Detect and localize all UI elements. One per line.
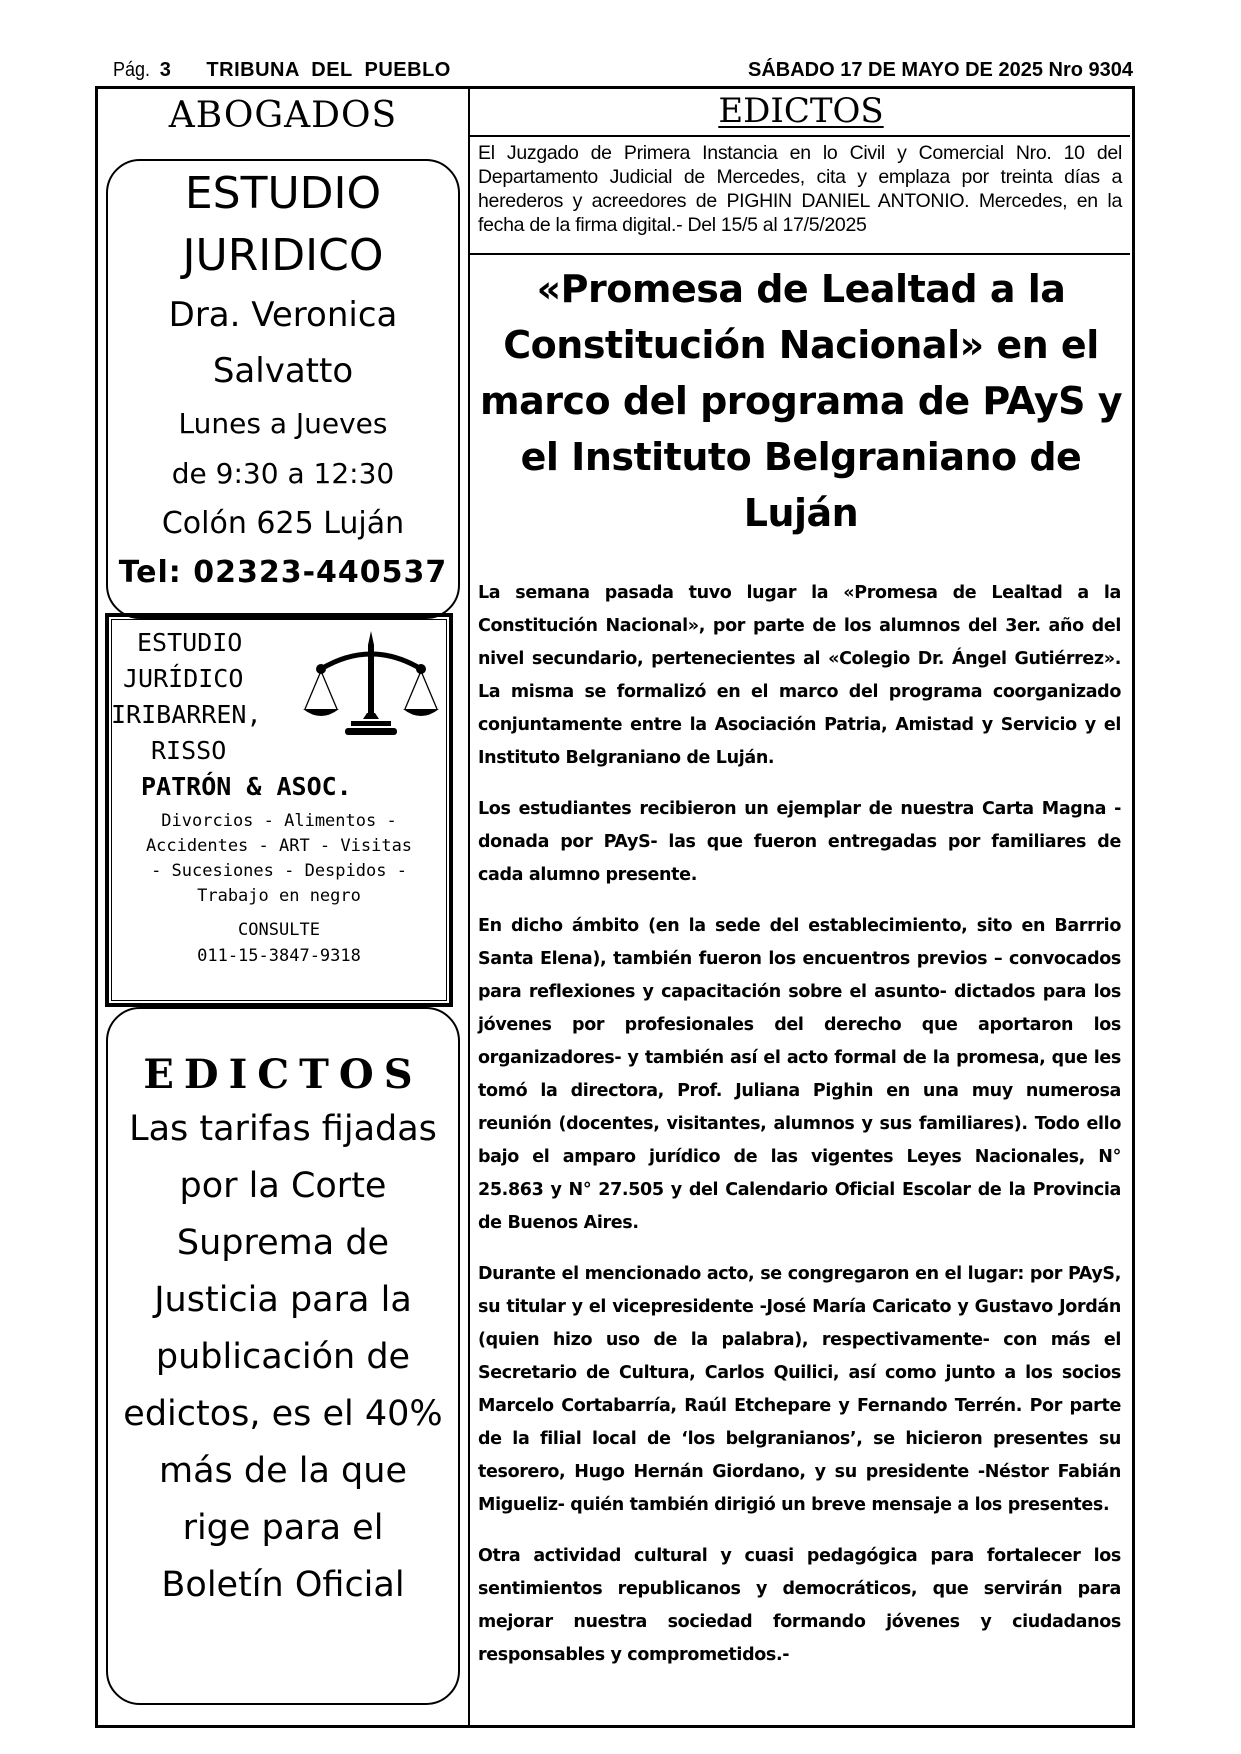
ad-edictos-tarifas xyxy=(106,1007,460,1705)
ad-name-line: RISSO xyxy=(151,736,227,765)
header-left xyxy=(113,56,451,84)
edictos-section-title xyxy=(470,89,1132,135)
service-line: - Sucesiones - Despidos - xyxy=(151,861,407,881)
article-paragraph: Los estudiantes recibieron un ejemplar de nuestra Carta Magna - donada por PAyS- las que fueron entregadas por familiares de cada alumno presente. xyxy=(478,799,1121,885)
ad-name-line: JURÍDICO xyxy=(123,664,244,693)
consult-block xyxy=(109,917,449,969)
ad-phone: Tel: 02323-440537 xyxy=(118,555,448,590)
ad-line: de 9:30 a 12:30 xyxy=(171,457,395,490)
ad-line: Lunes a Jueves xyxy=(178,407,388,440)
article-paragraph: En dicho ámbito (en la sede del establecimiento, sito en Barrrio Santa Elena), también fueron los encuentros previos – convocados para reflexiones y capacitación sobre el asunto- dictados para los jóvenes por profesionales del derecho que aportaron los organizadores- y también así el acto formal de la promesa, que les tomó la directora, Prof. Juliana Pighin en una muy numerosa reunión (docentes, visitantes, alumnos y sus familiares). Todo ello bajo el amparo jurídico de las vigentes Leyes Nacionales, N° 25.863 y N° 27.505 y del Calendario Oficial Escolar de la Provincia de Buenos Aires. xyxy=(478,916,1121,1233)
service-line: Divorcios - Alimentos - xyxy=(161,811,397,831)
scales-of-justice-icon xyxy=(301,627,441,747)
issue-date: SÁBADO 17 DE MAYO DE 2025 Nro 9304 xyxy=(748,59,1133,81)
ad-line: ESTUDIO xyxy=(184,168,382,219)
edict-notice xyxy=(470,135,1130,255)
article-headline: «Promesa de Lealtad a la Constitución Nacional» en el marco del programa de PAyS y el Instituto Belgraniano de Luján xyxy=(480,267,1122,535)
ad-name-line: IRIBARREN, xyxy=(111,700,262,729)
ad-line: JURIDICO xyxy=(182,230,384,281)
ad-salvatto xyxy=(106,159,460,619)
service-line: Trabajo en negro xyxy=(197,886,361,906)
abogados-section-title: ABOGADOS xyxy=(168,95,398,136)
ad-name-line: PATRÓN & ASOC. xyxy=(141,772,352,801)
page-header xyxy=(113,56,1133,84)
article-paragraph: Otra actividad cultural y cuasi pedagógica para fortalecer los sentimientos republicanos y democráticos, que servirán para mejorar nuestra sociedad formando jóvenes y ciudadanos responsables y comprometidos.- xyxy=(478,1546,1121,1665)
ad-name-line: ESTUDIO xyxy=(137,628,243,657)
article-body xyxy=(478,577,1121,1690)
page-frame xyxy=(95,86,1135,1728)
edictos-tarifas-text: Las tarifas fijadas por la Corte Suprema de Justicia para la publicación de edictos, es el 40% más de la que rige para el Boletín Oficial xyxy=(123,1109,443,1605)
ad-line: Salvatto xyxy=(212,351,354,391)
edictos-logo: EDICTOS xyxy=(143,1051,423,1098)
page-number: 3 xyxy=(159,59,171,81)
right-column xyxy=(470,89,1132,1725)
left-column xyxy=(98,89,468,1725)
edictos-title-text: EDICTOS xyxy=(718,91,884,131)
consult-label: CONSULTE xyxy=(238,920,320,940)
ad-line: Dra. Veronica xyxy=(168,295,398,335)
page-label: Pág. xyxy=(113,59,151,81)
article-paragraph: Durante el mencionado acto, se congregaron en el lugar: por PAyS, su titular y el vicepresidente -José María Caricato y Gustavo Jordán (quien hizo uso de la palabra), respectivamente- con más el Secretario de Cultura, Carlos Quilici, así como junto a los socios Marcelo Cortabarría, Raúl Etchepare y Fernando Terrén. Por parte de la filial local de ‘los belgranianos’, se hicieron presentes su tesorero, Hugo Hernán Giordano, y su presidente -Néstor Fabián Migueliz- quién también dirigió un breve mensaje a los presentes. xyxy=(478,1264,1121,1515)
ad-address: Colón 625 Luján xyxy=(161,506,405,541)
service-line: Accidentes - ART - Visitas xyxy=(145,836,413,856)
ad-iribarren xyxy=(105,613,453,1007)
newspaper-name: TRIBUNA DEL PUEBLO xyxy=(206,59,451,81)
services-list xyxy=(109,809,449,909)
article-paragraph: La semana pasada tuvo lugar la «Promesa de Lealtad a la Constitución Nacional», por parte de los alumnos del 3er. año del nivel secundario, pertenecientes al «Colegio Dr. Ángel Gutiérrez». La misma se formalizó en el marco del programa coorganizado conjuntamente entre la Asociación Patria, Amistad y Servicio y el Instituto Belgraniano de Luján. xyxy=(478,583,1121,768)
consult-phone: 011-15-3847-9318 xyxy=(197,946,361,966)
edict-text: El Juzgado de Primera Instancia en lo Civil y Comercial Nro. 10 del Departamento Judicial de Mercedes, cita y emplaza por treinta días a herederos y acreedores de PIGHIN DANIEL ANTONIO. Mercedes, en la fecha de la firma digital.- Del 15/5 al 17/5/2025 xyxy=(478,142,1122,236)
